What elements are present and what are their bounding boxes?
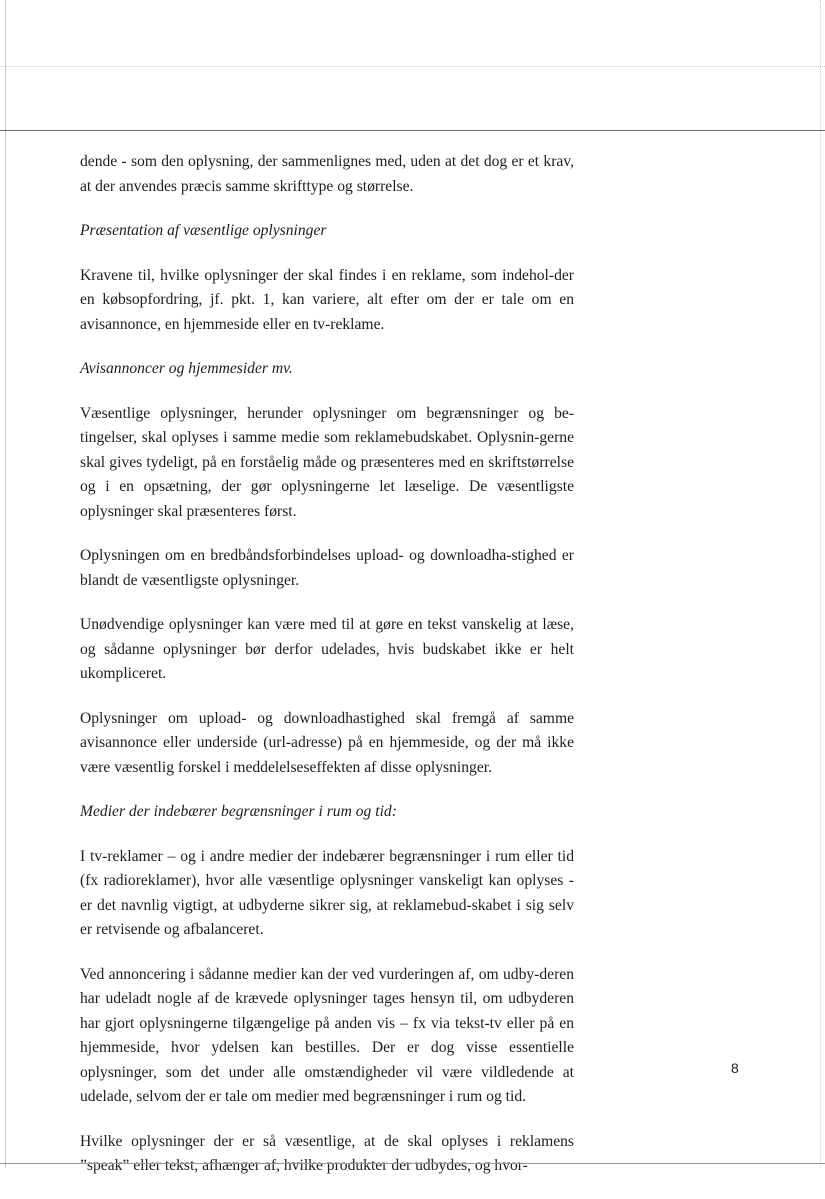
section-heading-limited-media: Medier der indebærer begrænsninger i rum og tid: — [80, 803, 397, 820]
scan-guide-line — [0, 66, 825, 67]
page-number: 8 — [731, 1060, 739, 1076]
paragraph-continuation: dende - som den oplysning, der sammenlignes med, uden at det dog er et krav, at der anvendes præcis samme skrifttype og størrelse. — [80, 153, 574, 195]
paragraph-bandwidth: Oplysningen om en bredbåndsforbindelses upload- og downloadha-stighed er blandt de væsentligste oplysninger. — [80, 547, 574, 589]
footer-rule — [0, 1163, 825, 1164]
header-rule — [0, 130, 825, 131]
paragraph-advertising-media: Ved annoncering i sådanne medier kan der ved vurderingen af, om udby-deren har udeladt nogle af de krævede oplysninger tages hensyn til, om udbyderen har gjort oplysningerne tilgængelige på anden vis – fx via tekst-tv eller på en hjemmeside, hvor ydelsen kan bestilles. Der er dog visse essentielle oplysninger, som det under alle omstændigheder vil være vildledende at udelade, selvom der er tale om medier med begrænsninger i rum og tid. — [80, 965, 574, 1105]
paragraph-requirements: Kravene til, hvilke oplysninger der skal findes i en reklame, som indehol-der en købsopfordring, jf. pkt. 1, kan variere, alt efter om der er tale om en avisannonce, en hjemmeside eller en tv-reklame. — [80, 266, 574, 333]
section-heading-newspaper-ads: Avisannoncer og hjemmesider mv. — [80, 360, 293, 377]
scan-edge-right — [820, 0, 821, 1168]
paragraph-essential-info: Væsentlige oplysninger, herunder oplysninger om begrænsninger og be-tingelser, skal oplyses i samme medie som reklamebudskabet. Oplysnin-gerne skal gives tydeligt, på en forståelig måde og præsenteres med en skriftstørrelse og i en opsætning, der gør oplysningerne let læselige. De væsentligste oplysninger skal præsenteres først. — [80, 404, 574, 520]
paragraph-tv-ads: I tv-reklamer – og i andre medier der indebærer begrænsninger i rum eller tid (fx radioreklamer), hvor alle væsentlige oplysninger vanskeligt kan oplyses - er det navnlig vigtigt, at udbyderne sikrer sig, at reklamebud-skabet i sig selv er retvisende og afbalanceret. — [80, 847, 574, 938]
scan-edge-left — [5, 0, 6, 1168]
paragraph-speak: Hvilke oplysninger der er så væsentlige, at de skal oplyses i reklamens ”speak” eller tekst, afhænger af, hvilke produkter der udbydes, og hvor- — [80, 1132, 574, 1174]
section-heading-presentation: Præsentation af væsentlige oplysninger — [80, 222, 327, 239]
page-body — [80, 150, 574, 1199]
paragraph-unnecessary-info: Unødvendige oplysninger kan være med til at gøre en tekst vanskelig at læse, og sådanne oplysninger bør derfor udelades, hvis budskabet ikke er helt ukompliceret. — [80, 616, 574, 682]
paragraph-upload-download: Oplysninger om upload- og downloadhastighed skal fremgå af samme avisannonce eller underside (url-adresse) på en hjemmeside, og der må ikke være væsentlig forskel i meddelelseseffekten af disse oplysninger. — [80, 709, 574, 776]
